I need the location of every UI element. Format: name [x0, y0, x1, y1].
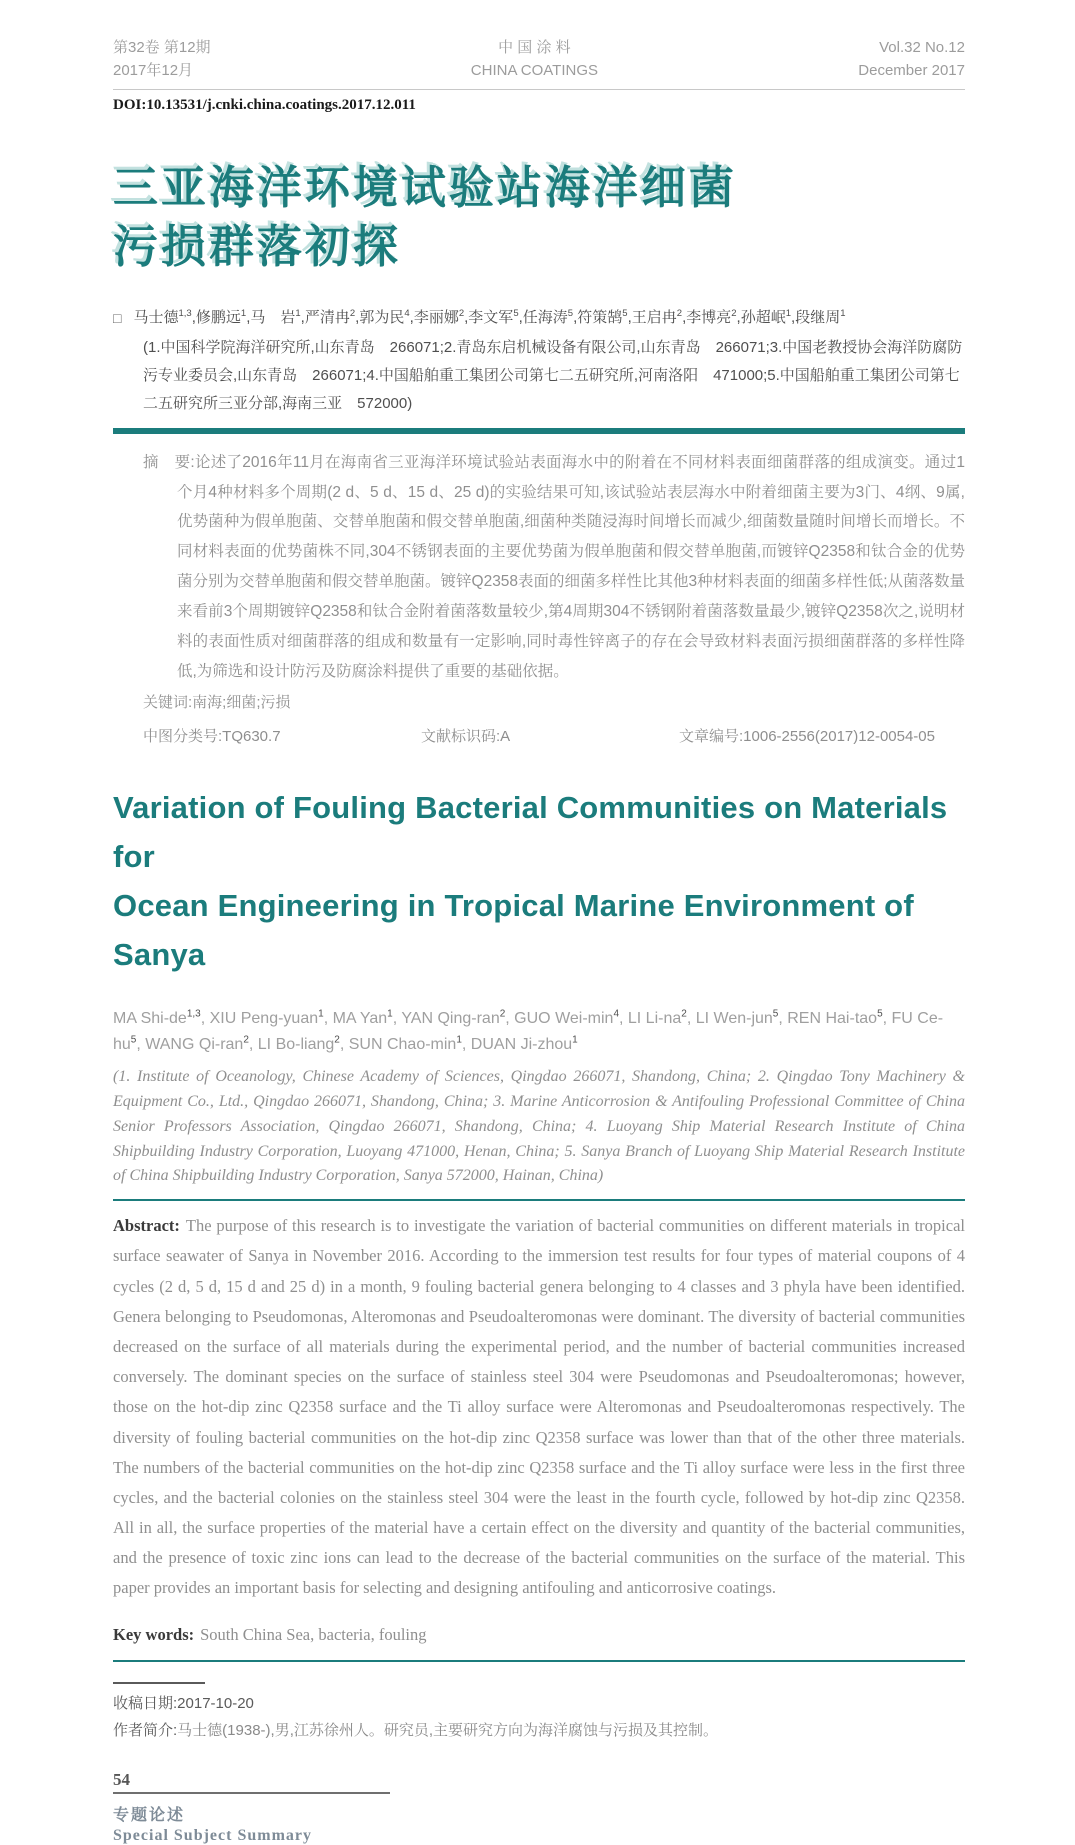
doi-line: DOI:10.13531/j.cnki.china.coatings.2017.12.011: [113, 96, 416, 113]
document-code: 文献标识码:A: [421, 728, 511, 746]
article-title-cn: [113, 158, 965, 277]
received-date-line: [113, 1690, 965, 1717]
affiliations-cn: (1.中国科学院海洋研究所,山东青岛 266071;2.青岛东启机械设备有限公司,山东青岛 266071;3.中国老教授协会海洋防腐防污专业委员会,山东青岛 266071;4.中国船舶重工集团公司第七二五研究所,河南洛阳 471000;5.中国船舶重工集团公司第七二五研究所三亚分部,海南三亚 572000): [143, 339, 963, 412]
abstract-en-text: The purpose of this research is to investigate the variation of bacterial communities on different materials in tropical surface seawater of Sanya in November 2016. According to the immersion test results for four types of material coupons of 4 cycles (2 d, 5 d, 15 d and 25 d) in a month, 9 fouling bacterial genera belonging to 4 classes and 3 phyla have been identified. Genera belonging to Pseudomonas, Alteromonas and Pseudoalteromonas were dominant. The diversity of bacterial communities decreased on the surface of all materials during the experimental period, and the number of bacterial communities increased conversely. The dominant species on the surface of stainless steel 304 were Pseudomonas and Pseudoalteromonas; however, those on the hot-dip zinc Q2358 surface and the Ti alloy surface were Alteromonas and Pseudoalteromonas respectively. The diversity of fouling bacterial communities on the hot-dip zinc Q2358 surface was lower than that of the other three materials. The numbers of the bacterial communities on the hot-dip zinc Q2358 surface and the Ti alloy surface were less in the first three cycles, and the bacterial colonies on the stainless steel 304 were the least in the fourth cycle, followed by hot-dip zinc Q2358. All in all, the surface properties of the material have a certain effect on the diversity and quantity of the bacterial communities, and the presence of toxic zinc ions can lead to the decrease of the bacterial communities on the surface of the material. This paper provides an important basis for selecting and designing antifouling and anticorrosive coatings.: [113, 1216, 965, 1598]
page-number: 54: [113, 1769, 130, 1789]
article-title-en: [113, 784, 965, 980]
teal-rule-top: [113, 1199, 965, 1201]
header-divider: [113, 89, 965, 90]
classification-row: [143, 725, 965, 746]
abstract-en-label: Abstract:: [113, 1216, 180, 1236]
volume-issue-cn: 第32卷 第12期: [113, 39, 211, 56]
clc-number: 中图分类号:TQ630.7: [143, 728, 281, 746]
keywords-cn-text: 南海;细菌;污损: [192, 693, 291, 711]
abstract-cn-label: 摘 要:: [143, 453, 195, 471]
article-title-cn-line2: 污损群落初探: [113, 220, 402, 272]
header-issue-info: [113, 36, 211, 83]
footnote-divider: [113, 1682, 205, 1684]
date-en: December 2017: [858, 62, 965, 80]
section-name-cn: 专题论述: [113, 1806, 186, 1824]
section-name-en: Special Subject Summary: [113, 1826, 312, 1844]
received-date-value: 2017-10-20: [177, 1694, 254, 1712]
teal-rule-bottom: [113, 1660, 965, 1662]
author-marker-icon: □: [113, 310, 122, 327]
keywords-en: [113, 1620, 965, 1650]
article-title-cn-line1: 三亚海洋环境试验站海洋细菌: [113, 161, 738, 213]
abstract-cn: [143, 448, 965, 687]
page-footer: [113, 1770, 965, 1845]
date-cn: 2017年12月: [113, 62, 194, 80]
page-number-rule: [113, 1792, 390, 1794]
abstract-en: [113, 1211, 965, 1603]
en-author-list: MA Shi-de$^{1,3}$, XIU Peng-yuan$^1$, MA Yan$^1$, YAN Qing-ran$^2$, GUO Wei-$\min^4$, LI $Li-na^2$, LI Wen-jun$^5$, REN Hai-tao$^5$, FU $Ce-hu^5$, WANG Qi-ran$^2$, LI Bo-liang$^2$, SUN Chao-$\min^1$, DUAN Ji-zhou$^1$: [113, 1008, 944, 1053]
journal-name-en: CHINA COATINGS: [470, 62, 599, 80]
volume-issue-en: Vol.32 No.12: [879, 39, 965, 56]
journal-header: [113, 36, 965, 83]
journal-name-cn: 中 国 涂 料: [498, 39, 571, 56]
keywords-en-label: Key words:: [113, 1625, 195, 1645]
journal-name: [471, 36, 598, 83]
received-date-label: 收稿日期:: [113, 1694, 178, 1712]
teal-divider-bar: [113, 428, 965, 434]
cn-author-list: 马士德$^{1,3}$,修鹏远$^1$,马 岩$^1$,严清冉$^2$,郭为民$^4$,李丽娜$^2$,李文军$^5$,任海涛$^5$,符策鹄$^5$,王启冉$^2$,李博亮$^2$,孙超岷$^1$,段继周$^1$: [133, 308, 846, 327]
journal-page: [113, 0, 965, 1845]
keywords-en-text: South China Sea, bacteria, fouling: [200, 1625, 427, 1645]
authors-cn-row: [113, 306, 965, 330]
article-id: 文章编号:1006-2556(2017)12-0054-05: [679, 728, 935, 746]
keywords-cn: [143, 689, 965, 718]
article-title-en-line1: Variation of Fouling Bacterial Communities on Materials for: [113, 790, 948, 875]
article-title-en-line2: Ocean Engineering in Tropical Marine Environment of Sanya: [113, 888, 914, 973]
abstract-cn-text: 论述了2016年11月在海南省三亚海洋环境试验站表面海水中的附着在不同材料表面细菌群落的组成演变。通过1个月4种材料多个周期(2 d、5 d、15 d、25 d)的实验结果可知,该试验站表层海水中附着细菌主要为3门、4纲、9属,优势菌种为假单胞菌、交替单胞菌和假交替单胞菌,细菌种类随浸海时间增长而减少,细菌数量随时间增长而增长。不同材料表面的优势菌株不同,304不锈钢表面的主要优势菌为假单胞菌和假交替单胞菌,而镀锌Q2358和钛合金的优势菌分别为交替单胞菌和假交替单胞菌。镀锌Q2358表面的细菌多样性比其他3种材料表面的细菌多样性低;从菌落数量来看前3个周期镀锌Q2358和钛合金附着菌落数量较少,第4周期304不锈钢附着菌落数量最少,镀锌Q2358次之,说明材料的表面性质对细菌群落的组成和数量有一定影响,同时毒性锌离子的存在会导致材料表面污损细菌群落的多样性降低,为筛选和设计防污及防腐涂料提供了重要的基础依据。: [177, 453, 965, 681]
author-bio-text: 马士德(1938-),男,江苏徐州人。研究员,主要研究方向为海洋腐蚀与污损及其控制。: [177, 1721, 719, 1739]
header-volume-info: [858, 36, 965, 83]
author-bio-line: [113, 1717, 965, 1744]
keywords-cn-label: 关键词:: [143, 693, 193, 711]
affiliations-en: (1. Institute of Oceanology, Chinese Academy of Sciences, Qingdao 266071, Shandong, China; 2. Qingdao Tony Machinery & Equipment Co., Ltd., Qingdao 266071, Shandong, China; 3. Marine Anticorrosion & Antifouling Professional Committee of China Senior Professors Association, Qingdao 266071, Shandong, China; 4. Luoyang Ship Material Research Institute of China Shipbuilding Industry Corporation, Luoyang 471000, Henan, China; 5. Sanya Branch of Luoyang Ship Material Research Institute of China Shipbuilding Industry Corporation, Sanya 572000, Hainan, China): [113, 1068, 965, 1185]
author-bio-label: 作者简介:: [113, 1721, 178, 1739]
